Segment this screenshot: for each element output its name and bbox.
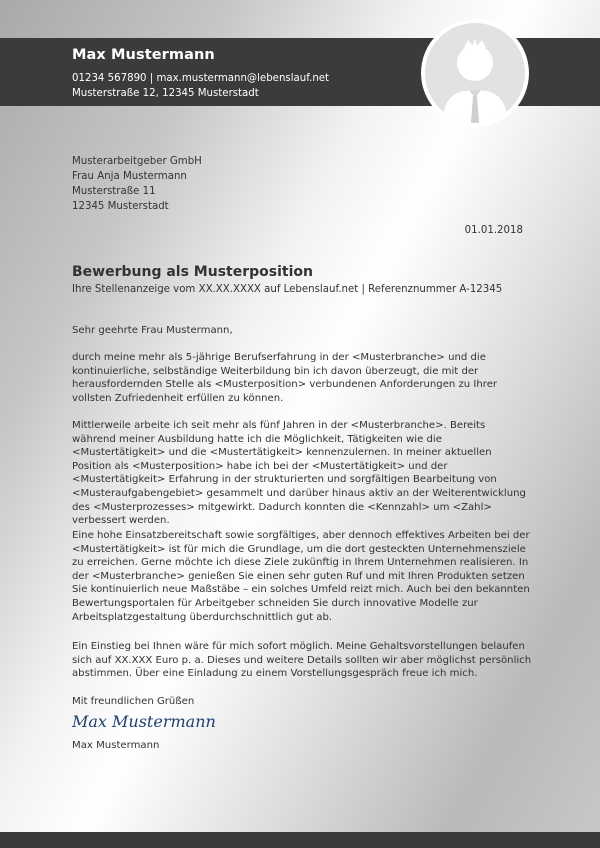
recipient-city: 12345 Musterstadt	[72, 201, 169, 212]
recipient-contact: Frau Anja Mustermann	[72, 171, 187, 182]
applicant-address: Musterstraße 12, 12345 Musterstadt	[72, 88, 259, 99]
recipient-company: Musterarbeitgeber GmbH	[72, 156, 202, 167]
applicant-name: Max Mustermann	[72, 47, 215, 63]
handwritten-signature: Max Mustermann	[72, 712, 216, 731]
signer-name: Max Mustermann	[72, 740, 160, 751]
subject-title: Bewerbung als Musterposition	[72, 264, 313, 280]
recipient-address	[72, 154, 202, 214]
body-paragraph-3: Eine hohe Einsatzbereitschaft sowie sorgfältiges, aber dennoch effektives Arbeiten bei der <Mustertätigkeit> ist für mich die Grundlage, um die dort gesteckten Unternehmensziele zu erreichen. Gerne möchte ich diese Ziele zukünftig in Ihrem Unternehmen realisieren. In der <Musterbranche> genießen Sie einen sehr guten Ruf und mit Ihren Produkten setzen Sie kontinuierlich neue Maßstäbe – ein solches Umfeld reizt mich. Auch bei den bekannten Bewertungsportalen für Arbeitgeber schneiden Sie durch innovative Modelle zur Arbeitsplatzgestaltung überdurchschnittlich gut ab.	[72, 530, 530, 623]
closing: Mit freundlichen Grüßen	[72, 696, 195, 707]
body-paragraph-1: durch meine mehr als 5-jährige Berufserfahrung in der <Musterbranche> und die kontinuierliche, selbständige Weiterbildung bin ich davon überzeugt, die mit der herausfordernden Stelle als <Musterposition> verbundenen Anforderungen zu Ihrer vollsten Zufriedenheit erfüllen zu können.	[72, 352, 498, 404]
letter-date: 01.01.2018	[464, 225, 523, 236]
profile-photo-avatar	[420, 18, 530, 128]
body-paragraph-4: Ein Einstieg bei Ihnen wäre für mich sofort möglich. Meine Gehaltsvorstellungen belaufen sich auf XX.XXX Euro p. a. Dieses und weitere Details sollten wir aber möglichst persönlich abstimmen. Über eine Einladung zu einem Vorstellungsgespräch freue ich mich.	[72, 641, 532, 680]
subject-subline: Ihre Stellenanzeige vom XX.XX.XXXX auf Lebenslauf.net | Referenznummer A-12345	[72, 284, 503, 295]
footer-bar	[0, 832, 600, 848]
recipient-street: Musterstraße 11	[72, 186, 156, 197]
salutation: Sehr geehrte Frau Mustermann,	[72, 325, 233, 336]
body-paragraph-2: Mittlerweile arbeite ich seit mehr als fünf Jahren in der <Musterbranche>. Bereits während meiner Ausbildung hatte ich die Möglichkeit, Tätigkeiten wie die <Mustertätigkeit> und die <Mustertätigkeit> kennenzulernen. In meiner aktuellen Position als <Musterposition> habe ich bei der <Mustertätigkeit> und der <Mustertätigkeit> Erfahrung in der strukturierten und sorgfältigen Bearbeitung von <Musteraufgabengebiet> gesammelt und darüber hinaus aktiv an der Weiterentwicklung des <Musterprozesses> mitgewirkt. Dadurch konnten die <Kennzahl> um <Zahl> verbessert werden.	[72, 420, 526, 527]
contact-info: 01234 567890 | max.mustermann@lebenslauf.net	[72, 73, 330, 84]
